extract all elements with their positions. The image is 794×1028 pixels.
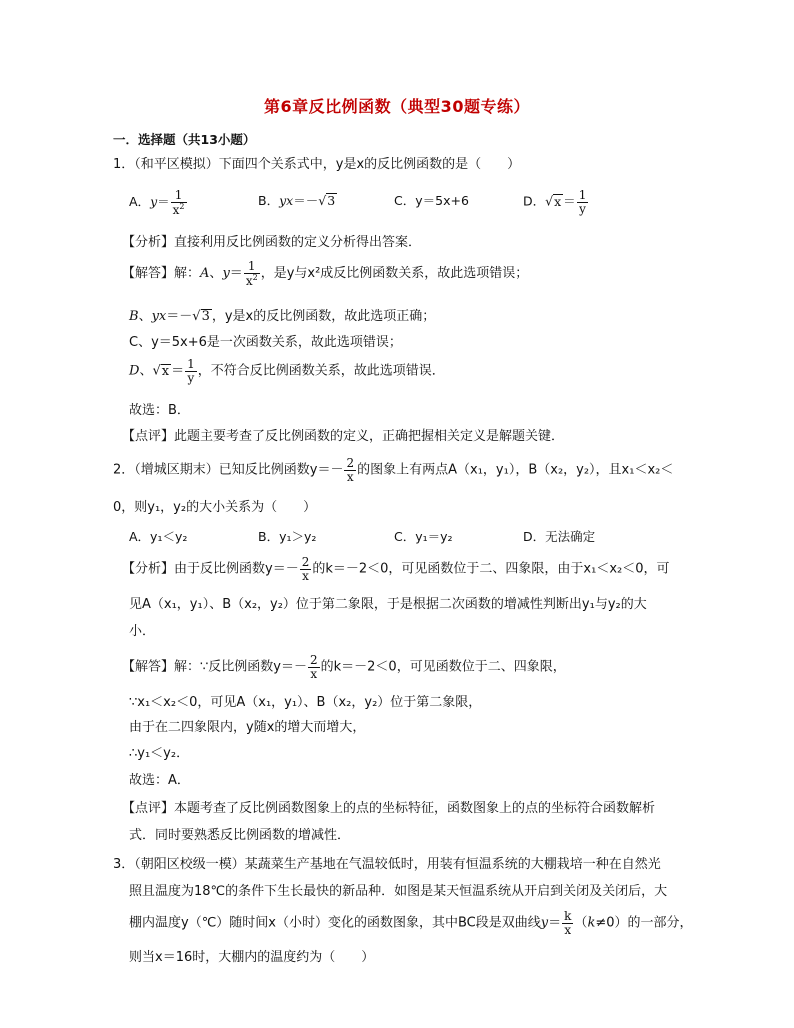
solution-text: 的k＝－2＜0，可见函数位于二、四象限， xyxy=(320,659,566,675)
question-text: 棚内温度y（℃）随时间x（小时）变化的函数图象，其中BC段是双曲线 xyxy=(129,915,541,931)
solution-text: ，是y与x²成反比例函数关系，故此选项错误； xyxy=(260,266,529,282)
answer-value: A． xyxy=(168,773,190,788)
question-2-stem xyxy=(113,457,673,483)
analysis-tag: 【分析】 xyxy=(122,235,175,250)
question-2-stem-cont: 0，则y₁，y₂的大小关系为（ ） xyxy=(113,500,317,515)
fraction: $\frac{1}{y}$ xyxy=(578,188,587,216)
question-number: 2． xyxy=(113,462,135,478)
question-text: （朝阳区校级一模）某蔬菜生产基地在气温较低时，用装有恒温系统的大棚栽培一种在自然光 xyxy=(134,857,661,872)
question-number: 3． xyxy=(113,857,135,872)
question-text: 的图象上有两点A（x₁，y₁），B（x₂，y₂），且x₁＜x₂＜ xyxy=(357,462,674,478)
answer-value: B． xyxy=(168,403,190,418)
q2-analysis xyxy=(122,556,670,582)
choose-label: 故选： xyxy=(129,403,169,418)
fraction: $\frac{2}{x}$ xyxy=(346,456,355,484)
section-heading: 一．选择题（共13小题） xyxy=(113,132,256,147)
option-b: B．yx＝－√3 xyxy=(258,193,336,208)
q1-solution-a: 【解答】解：A、y＝ $\frac{1}{x^2}$ ，是y与x²成反比例函数关系，故此选项错误； xyxy=(122,259,529,288)
question-number: 1． xyxy=(113,157,135,172)
analysis-text: 由于反比例函数y＝－ xyxy=(174,561,299,577)
q1-answer xyxy=(129,403,190,419)
option-text: y＝5x+6 xyxy=(415,193,469,208)
q2-analysis-cont: 见A（x₁，y₁）、B（x₂，y₂）位于第二象限，于是根据二次函数的增减性判断出y₁与y₂的大 xyxy=(129,597,647,612)
option-a: A．y＝ $\frac{1}{x^2}$ xyxy=(129,188,185,217)
option-b: B．y₁＞y₂ xyxy=(258,529,317,544)
q2-solution-line: ∵x₁＜x₂＜0，可见A（x₁，y₁）、B（x₂，y₂）位于第二象限， xyxy=(129,695,482,710)
solution-text: ，不符合反比例函数关系，故此选项错误． xyxy=(197,363,445,379)
option-a: A．y₁＜y₂ xyxy=(129,529,188,544)
solution-text: 解：∵反比例函数y＝－ xyxy=(174,659,307,675)
fraction: $\frac{2}{x}$ xyxy=(301,555,310,583)
solution-tag: 【解答】 xyxy=(122,266,175,282)
q1-solution-c: C、y＝5x+6是一次函数关系，故此选项错误； xyxy=(129,335,402,350)
question-text: 的一部分， xyxy=(627,915,693,931)
option-label: C． xyxy=(394,193,416,208)
analysis-tag: 【分析】 xyxy=(122,561,175,577)
fraction: $\frac{1}{x^2}$ xyxy=(245,259,258,288)
fraction: $\frac{2}{x}$ xyxy=(309,653,318,681)
solution-text: ，y是x的反比例函数，故此选项正确； xyxy=(211,309,436,324)
question-2-options xyxy=(129,529,789,549)
comment-tag: 【点评】 xyxy=(122,429,175,444)
q1-solution-d: D、√x ＝ $\frac{1}{y}$ ，不符合反比例函数关系，故此选项错误． xyxy=(129,357,445,385)
option-d: D．无法确定 xyxy=(523,529,596,544)
document-title: 第6章反比例函数（典型30题专练） xyxy=(264,97,530,116)
option-c xyxy=(394,193,469,209)
q2-comment-cont: 式．同时要熟悉反比例函数的增减性． xyxy=(129,828,351,843)
option-label: D． xyxy=(523,193,546,209)
question-3-stem xyxy=(113,857,661,873)
comment-text: 此题主要考查了反比例函数的定义，正确把握相关定义是解题关键． xyxy=(174,429,565,444)
option-label: A． xyxy=(129,194,151,210)
q2-answer xyxy=(129,773,190,789)
option-c: C．y₁＝y₂ xyxy=(394,529,453,544)
fraction: $\frac{k}{x}$ xyxy=(564,909,572,937)
q1-comment xyxy=(122,429,564,445)
comment-tag: 【点评】 xyxy=(122,801,175,816)
comment-text: 本题考查了反比例函数图象上的点的坐标特征，函数图象上的点的坐标符合函数解析 xyxy=(174,801,656,816)
question-3-stem-cont: 棚内温度y（℃）随时间x（小时）变化的函数图象，其中BC段是双曲线y＝ $\frac{k}{x}$ （k≠0）的一部分， xyxy=(129,909,693,937)
fraction: $\frac{1}{y}$ xyxy=(187,357,195,385)
question-text: （增城区期末）已知反比例函数y＝－ xyxy=(134,462,344,478)
question-1-options xyxy=(129,185,789,221)
question-3-stem-cont: 照且温度为18℃的条件下生长最快的新品种．如图是某天恒温系统从开启到关闭及关闭后，大 xyxy=(129,884,668,899)
q1-analysis xyxy=(122,235,421,251)
question-1-stem xyxy=(113,157,520,173)
question-3-stem-cont: 则当x＝16时，大棚内的温度约为（ ） xyxy=(129,950,375,965)
analysis-text: 的k＝－2＜0，可见函数位于二、四象限，由于x₁＜x₂＜0，可 xyxy=(312,561,670,577)
q2-solution xyxy=(122,654,566,680)
q2-analysis-cont: 小． xyxy=(129,624,156,639)
q2-comment xyxy=(122,801,655,817)
choose-label: 故选： xyxy=(129,773,169,788)
fraction: $\frac{1}{x^2}$ xyxy=(172,188,185,217)
solution-tag: 【解答】 xyxy=(122,659,175,675)
q1-solution-b: B、yx＝－√3 ，y是x的反比例函数，故此选项正确； xyxy=(129,309,436,324)
analysis-text: 直接利用反比例函数的定义分析得出答案． xyxy=(174,235,422,250)
q2-solution-line: ∴y₁＜y₂． xyxy=(129,746,190,761)
question-text: （和平区模拟）下面四个关系式中，y是x的反比例函数的是（ ） xyxy=(134,157,521,172)
q2-solution-line: 由于在二四象限内，y随x的增大而增大， xyxy=(129,720,366,735)
option-label: B． xyxy=(258,193,280,208)
option-d: D．√x ＝ $\frac{1}{y}$ xyxy=(523,188,587,216)
